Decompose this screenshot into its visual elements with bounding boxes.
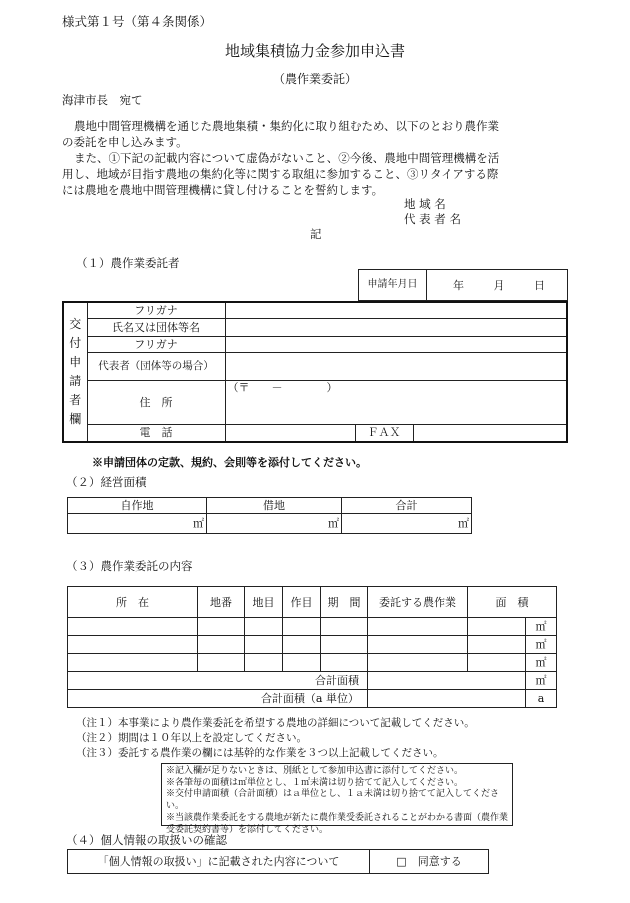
management-area-table <box>67 497 472 534</box>
remark-line: 受委託契約書等）を添付してください。 <box>166 824 329 835</box>
unit-cell: ㎡ <box>526 618 557 636</box>
remarks-box <box>161 763 513 835</box>
table-row <box>68 636 557 654</box>
applicant-table <box>62 301 568 443</box>
note-line: （注１）本事業により農作業委託を希望する農地の詳細について記載してください。 <box>76 717 475 729</box>
lot-cell[interactable] <box>198 654 245 672</box>
applicant-side-label: 交付申請者欄 <box>63 302 87 442</box>
form-title: 地域集積協力金参加申込書 <box>224 42 405 60</box>
total-area-label: 合計面積 <box>68 672 368 690</box>
address-label: 住 所 <box>87 380 225 424</box>
crop-cell[interactable] <box>283 618 321 636</box>
name-label: 氏名又は団体等名 <box>87 318 225 336</box>
table-row <box>68 654 557 672</box>
period-cell[interactable] <box>321 618 368 636</box>
address-field[interactable] <box>225 394 567 424</box>
crop-cell[interactable] <box>283 636 321 654</box>
section4-heading: （４）個人情報の取扱いの確認 <box>66 833 227 847</box>
unit-cell: ㎡ <box>526 654 557 672</box>
leased-land-header: 借地 <box>207 498 342 514</box>
day-label: 日 <box>534 278 545 292</box>
total-land-field[interactable] <box>342 514 472 534</box>
phone-label: 電 話 <box>87 424 225 442</box>
form-number: 様式第１号（第４条関係） <box>62 14 213 29</box>
category-cell[interactable] <box>245 618 283 636</box>
location-cell[interactable] <box>68 654 198 672</box>
category-cell[interactable] <box>245 636 283 654</box>
section3-heading: （３）農作業委託の内容 <box>66 559 193 573</box>
leased-land-field[interactable] <box>207 514 342 534</box>
remark-line: ※交付申請面積（合計面積）はａ単位とし、１ａ未満は切り捨てて記入してください。 <box>166 789 500 812</box>
phone-field[interactable] <box>225 424 355 442</box>
area-name-label: 地 域 名 <box>404 197 446 211</box>
period-cell[interactable] <box>321 636 368 654</box>
total-area-a-label: 合計面積（a 単位） <box>68 690 368 708</box>
year-label: 年 <box>453 278 464 292</box>
area-cell[interactable] <box>468 654 526 672</box>
work-cell[interactable] <box>368 654 468 672</box>
total-area-a-field[interactable] <box>368 690 526 708</box>
section1-heading: （１）農作業委託者 <box>76 256 180 270</box>
area-header: 面 積 <box>468 587 557 618</box>
work-consignment-table <box>67 586 557 708</box>
intro-line: 農地中間管理機構を通じた農地集積・集約化に取り組むため、以下のとおり農作業 <box>74 119 500 133</box>
ki-label: 記 <box>310 227 322 241</box>
form-subtitle: （農作業委託） <box>272 72 357 86</box>
intro-line: 用し、地域が目指す農地の集約化等に関する取組に参加すること、③リタイアする際 <box>62 167 499 181</box>
unit-label: ㎡ <box>328 517 339 530</box>
work-cell[interactable] <box>368 636 468 654</box>
remark-line: ※記入欄が足りないときは、別紙として参加申込書に添付してください。 <box>166 766 464 776</box>
representative-label: 代表者（団体等の場合） <box>87 352 225 380</box>
apply-date-field[interactable] <box>427 270 568 301</box>
furigana2-field[interactable] <box>225 336 567 352</box>
note-line: （注３）委託する農作業の欄には基幹的な作業を３つ以上記載してください。 <box>76 747 444 759</box>
addressee: 海津市長 宛て <box>62 93 143 107</box>
location-header: 所 在 <box>68 587 198 618</box>
intro-line: また、①下記の記載内容について虚偽がないこと、②今後、農地中間管理機構を活 <box>74 151 500 165</box>
unit-cell: ㎡ <box>526 636 557 654</box>
apply-date-label: 申請年月日 <box>359 270 427 301</box>
remark-line: ※当該農作業委託をする農地が新たに農作業受委託されることがわかる書面（農作業 <box>166 812 509 823</box>
intro-line: には農地を農地中間管理機構に貸し付けることを誓約します。 <box>62 183 384 197</box>
area-cell[interactable] <box>468 636 526 654</box>
location-cell[interactable] <box>68 636 198 654</box>
furigana1-label: フリガナ <box>87 302 225 318</box>
total-land-header: 合計 <box>342 498 472 514</box>
owned-land-header: 自作地 <box>68 498 207 514</box>
privacy-statement: 「個人情報の取扱い」に記載された内容について <box>68 850 370 874</box>
intro-line: の委託を申し込みます。 <box>62 135 188 149</box>
land-category-header: 地目 <box>245 587 283 618</box>
crop-cell[interactable] <box>283 654 321 672</box>
unit-cell: ㎡ <box>526 672 557 690</box>
unit-label: ㎡ <box>458 517 469 530</box>
owned-land-field[interactable] <box>68 514 207 534</box>
total-area-field[interactable] <box>368 672 526 690</box>
representative-name-label: 代 表 者 名 <box>404 212 461 226</box>
crop-header: 作目 <box>283 587 321 618</box>
lot-cell[interactable] <box>198 636 245 654</box>
applicant-note: ※申請団体の定款、規約、会則等を添付してください。 <box>92 456 367 469</box>
lot-cell[interactable] <box>198 618 245 636</box>
fax-label: ＦＡＸ <box>355 424 413 442</box>
table-row <box>68 618 557 636</box>
remark-line: ※各筆毎の面積は㎡単位とし、１㎡未満は切り捨てて記入してください。 <box>166 777 464 788</box>
agree-checkbox[interactable]: □ 同意する <box>370 850 489 874</box>
work-cell[interactable] <box>368 618 468 636</box>
period-header: 期 間 <box>321 587 368 618</box>
month-label: 月 <box>493 278 505 292</box>
furigana2-label: フリガナ <box>87 336 225 352</box>
apply-date-table <box>358 269 568 301</box>
section2-heading: （２）経営面積 <box>66 475 147 489</box>
category-cell[interactable] <box>245 654 283 672</box>
location-cell[interactable] <box>68 618 198 636</box>
privacy-table <box>67 849 489 874</box>
section3-notes <box>76 716 475 761</box>
unit-cell: a <box>526 690 557 708</box>
intro-text <box>62 118 602 198</box>
name-field[interactable] <box>225 318 567 336</box>
representative-field[interactable] <box>225 352 567 380</box>
fax-field[interactable] <box>413 424 567 442</box>
work-header: 委託する農作業 <box>368 587 468 618</box>
lot-number-header: 地番 <box>198 587 245 618</box>
postal-code-field[interactable]: （〒 － ） <box>225 380 567 394</box>
area-cell[interactable] <box>468 618 526 636</box>
note-line: （注２）期間は１０年以上を設定してください。 <box>76 732 307 744</box>
unit-label: ㎡ <box>193 517 204 530</box>
period-cell[interactable] <box>321 654 368 672</box>
furigana1-field[interactable] <box>225 302 567 318</box>
